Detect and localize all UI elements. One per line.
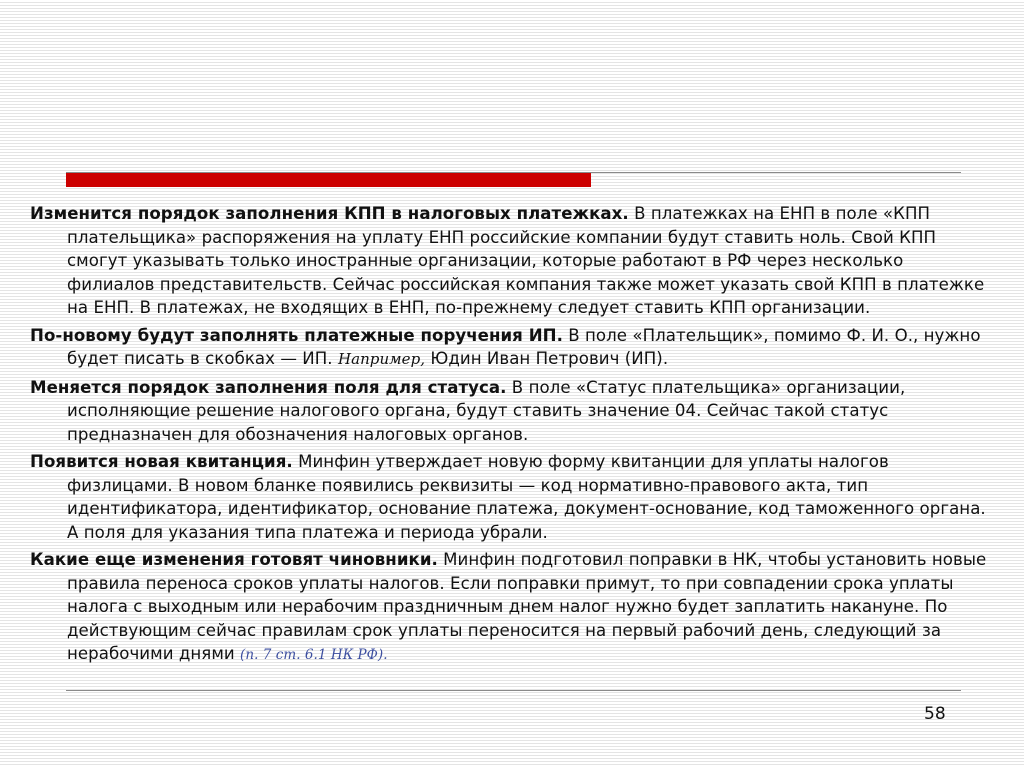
paragraph-ip-payments [30, 324, 990, 372]
paragraph-text: В платежках на ЕНП в поле «КПП плательщика» распоряжения на уплату ЕНП российские компании будут ставить ноль. Свой КПП смогут указывать только иностранные организации, которые работают в РФ через несколько филиалов представительств. Сейчас российская компания также может указать свой КПП в платежке на ЕНП. В платежах, не входящих в ЕНП, по-прежнему следует ставить КПП организации. [67, 204, 985, 317]
paragraph-kpp-order [30, 202, 990, 320]
paragraph-status-field [30, 376, 990, 447]
paragraph-heading: Меняется порядок заполнения поля для статуса. [30, 377, 507, 397]
paragraph-heading: Изменится порядок заполнения КПП в налоговых платежках. [30, 204, 629, 223]
paragraph-text: В поле «Плательщик», помимо Ф. И. О., нужно будет писать в скобках — ИП. [67, 325, 981, 368]
example-label: Например, [337, 350, 426, 368]
bottom-rule-line [66, 690, 961, 691]
paragraph-text-continued: Юдин Иван Петрович (ИП). [425, 349, 669, 368]
accent-bar [66, 173, 591, 187]
slide-body [30, 202, 990, 672]
paragraph-new-receipt [30, 450, 990, 544]
paragraph-other-changes [30, 548, 990, 668]
paragraph-heading: Какие еще изменения готовят чиновники. [30, 550, 438, 569]
paragraph-text: Минфин утверждает новую форму квитанции для уплаты налогов физлицами. В новом бланке появились реквизиты — код нормативно-правового акта, тип идентификатора, идентификатор, основание платежа, документ-основание, код таможенного органа. А поля для указания типа платежа и периода убрали. [67, 452, 986, 542]
paragraph-text: Минфин подготовил поправки в НК, чтобы установить новые правила переноса сроков уплаты налогов. Если поправки примут, то при совпадении срока уплаты налога с выходным или нерабочим праздничным днем налог нужно будет заплатить накануне. По действующим сейчас правилам срок уплаты переносится на первый рабочий день, следующий за нерабочими днями [67, 550, 987, 663]
law-reference: (п. 7 ст. 6.1 НК РФ). [240, 647, 388, 663]
paragraph-heading: Появится новая квитанция. [30, 452, 293, 471]
paragraph-heading: По-новому будут заполнять платежные поручения ИП. [30, 325, 563, 345]
paragraph-text: В поле «Статус плательщика» организации, исполняющие решение налогового органа, будут ставить значение 04. Сейчас такой статус предназначен для обозначения налоговых органов. [67, 377, 906, 444]
page-number: 58 [924, 704, 946, 724]
